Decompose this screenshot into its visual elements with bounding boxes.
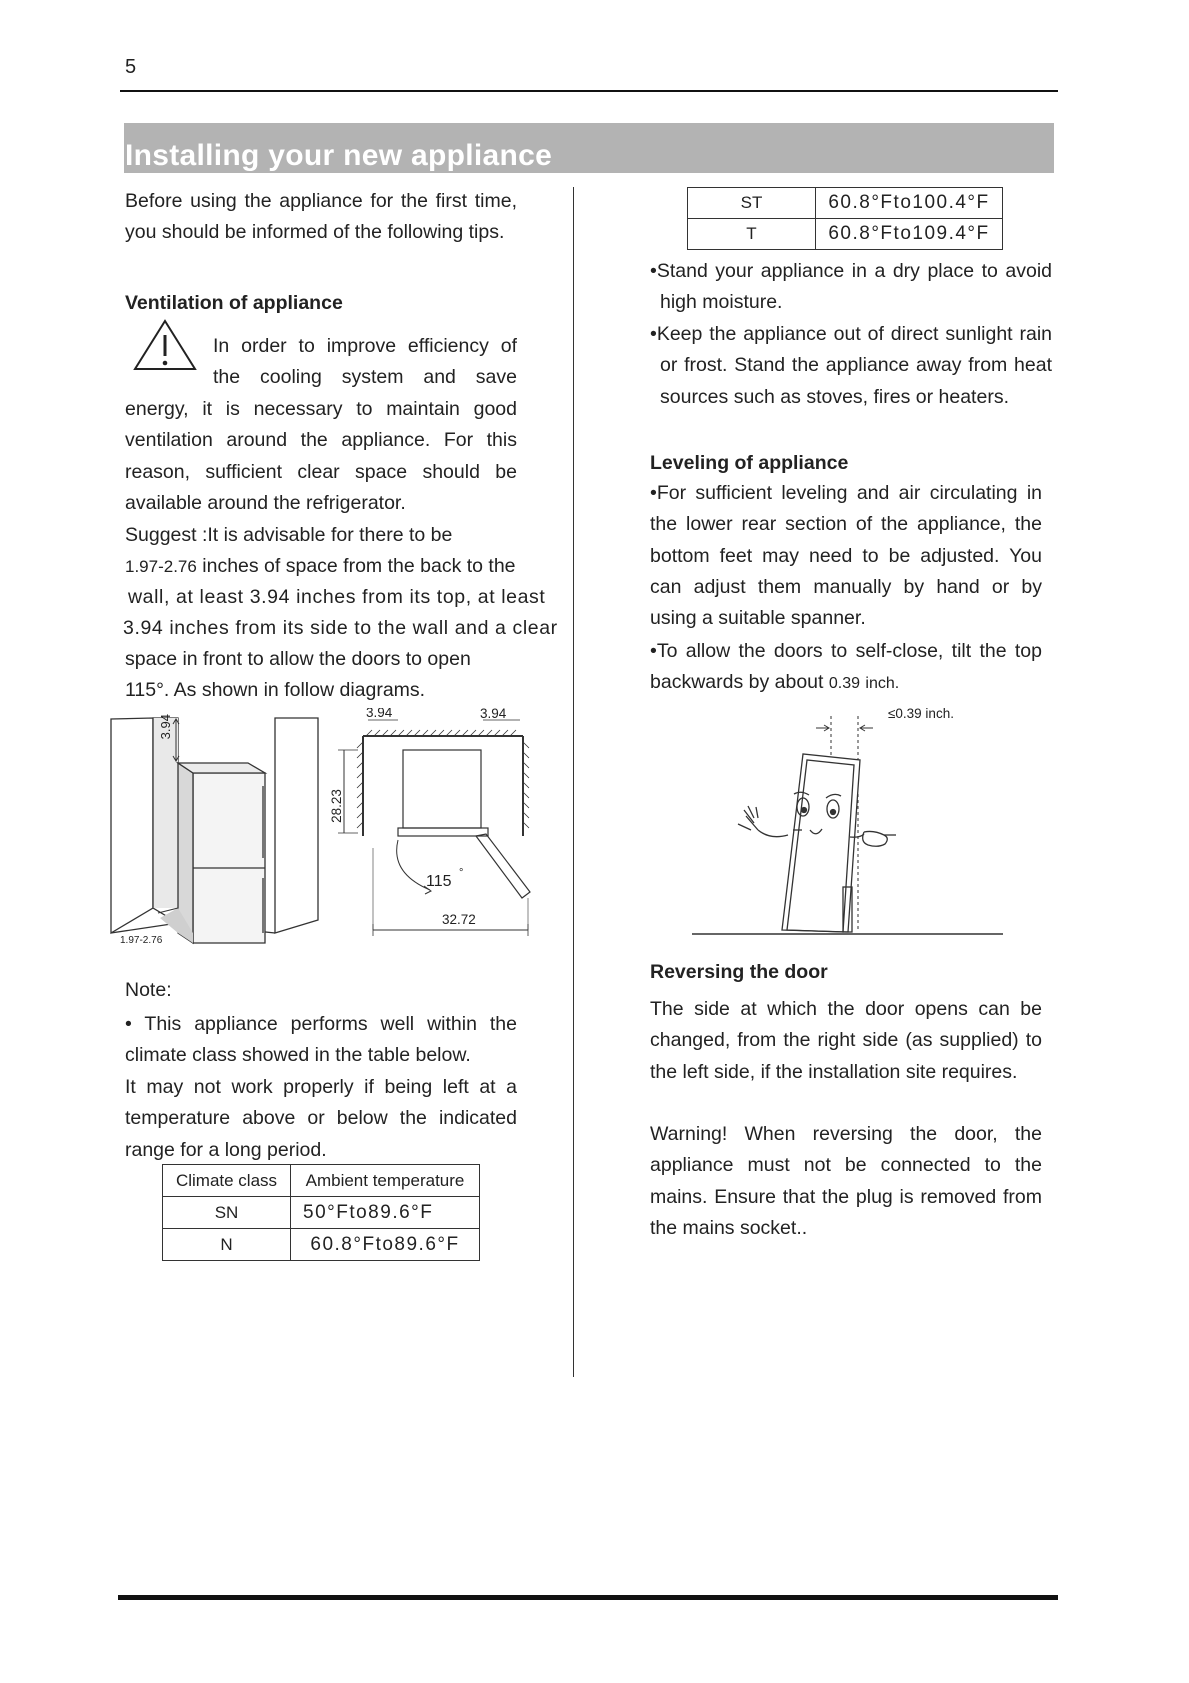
side-clearance-left-label: 3.94 (366, 708, 393, 720)
note-paragraph: It may not work properly if being left at a temperature above or below the indicated range for a long period. (125, 1076, 517, 1161)
table-cell: SN (163, 1197, 291, 1229)
table-header-row (163, 1165, 480, 1197)
table-row (688, 219, 1003, 250)
back-clearance-label: 1.97-2.76 (120, 935, 163, 946)
table-cell: 60.8°Fto100.4°F (816, 188, 1003, 219)
top-clearance-label: 3.94 (158, 714, 173, 740)
clearance-line-1-rest: inches of space from the back to the (196, 555, 516, 577)
table-cell: 60.8°Fto109.4°F (816, 219, 1003, 250)
page-number: 5 (125, 56, 137, 78)
clearance-line-2: wall, at least 3.94 inches from its top, at least (128, 586, 546, 608)
table-cell: T (688, 219, 816, 250)
table-row (688, 188, 1003, 219)
clearance-line-1 (125, 551, 558, 582)
reversing-paragraph: The side at which the door opens can be changed, from the right side (as supplied) to the left side, if the installation site requires. (650, 998, 1042, 1083)
tilt-paragraph (650, 636, 1042, 700)
clearance-line-3: 3.94 inches from its side to the wall and a clear (123, 617, 558, 639)
suggest-line: Suggest :It is advisable for there to be (125, 524, 453, 546)
ventilation-heading: Ventilation of appliance (125, 292, 343, 314)
page-title: Installing your new appliance (125, 139, 553, 172)
warning-triangle-icon (132, 318, 198, 374)
table-cell: N (163, 1229, 291, 1261)
table-header-cell: Climate class (163, 1165, 291, 1197)
bullet-dry-place: •Stand your appliance in a dry place to avoid high moisture. (650, 260, 1052, 314)
tilt-text: •To allow the doors to self-close, tilt the top backwards by about (650, 640, 1042, 694)
footer-rule (118, 1595, 1058, 1600)
column-divider (573, 187, 574, 1377)
climate-class-table (162, 1164, 480, 1261)
table-row (163, 1197, 480, 1229)
depth-label: 28.23 (329, 789, 344, 823)
tilt-diagram-label: ≤0.39 inch. (888, 706, 954, 721)
ventilation-line-2: the cooling system and save (213, 366, 517, 388)
note-label: Note: (125, 979, 172, 1001)
reversing-heading: Reversing the door (650, 961, 828, 983)
leveling-paragraph: •For sufficient leveling and air circulating in the lower rear section of the appliance, the bottom feet may need to be adjusted. You can adjust them manually by hand or by using a suitable spanner. (650, 482, 1042, 630)
climate-class-table-continued (687, 187, 1003, 250)
tilt-value: 0.39 (828, 675, 860, 693)
table-row (163, 1229, 480, 1261)
door-angle-degree: ° (459, 867, 464, 879)
table-header-cell: Ambient temperature (291, 1165, 480, 1197)
leveling-heading: Leveling of appliance (650, 452, 849, 474)
tilt-unit: inch. (865, 675, 900, 693)
fridge-tilt-diagram (688, 702, 1008, 938)
alcove-clearance-diagram (108, 708, 323, 958)
table-cell: 50°Fto89.6°F (291, 1197, 480, 1229)
header-rule (120, 90, 1058, 92)
warning-paragraph: Warning! When reversing the door, the appliance must not be connected to the mains. Ensure that the plug is removed from the mains socket.. (650, 1123, 1042, 1239)
door-opening-top-view-diagram (328, 708, 538, 940)
width-label: 32.72 (442, 912, 476, 927)
table-cell: ST (688, 188, 816, 219)
bullet-sunlight: •Keep the appliance out of direct sunlight rain or frost. Stand the appliance away from heat sources such as stoves, fires or heaters. (650, 323, 1052, 408)
clearance-line-5: 115°. As shown in follow diagrams. (125, 679, 426, 701)
door-angle-label: 115 (426, 873, 452, 890)
clearance-line-4: space in front to allow the doors to open (125, 648, 471, 670)
intro-paragraph: Before using the appliance for the first time, you should be informed of the following tips. (125, 190, 517, 244)
side-clearance-right-label: 3.94 (480, 708, 507, 721)
ventilation-paragraph: energy, it is necessary to maintain good ventilation around the appliance. For this reason, sufficient clear space should be available around the refrigerator. (125, 398, 517, 514)
note-bullet: • This appliance performs well within the climate class showed in the table below. (125, 1013, 517, 1067)
ventilation-line-1: In order to improve efficiency of (213, 335, 517, 357)
table-cell: 60.8°Fto89.6°F (291, 1229, 480, 1261)
clearance-range: 1.97-2.76 (125, 557, 197, 576)
